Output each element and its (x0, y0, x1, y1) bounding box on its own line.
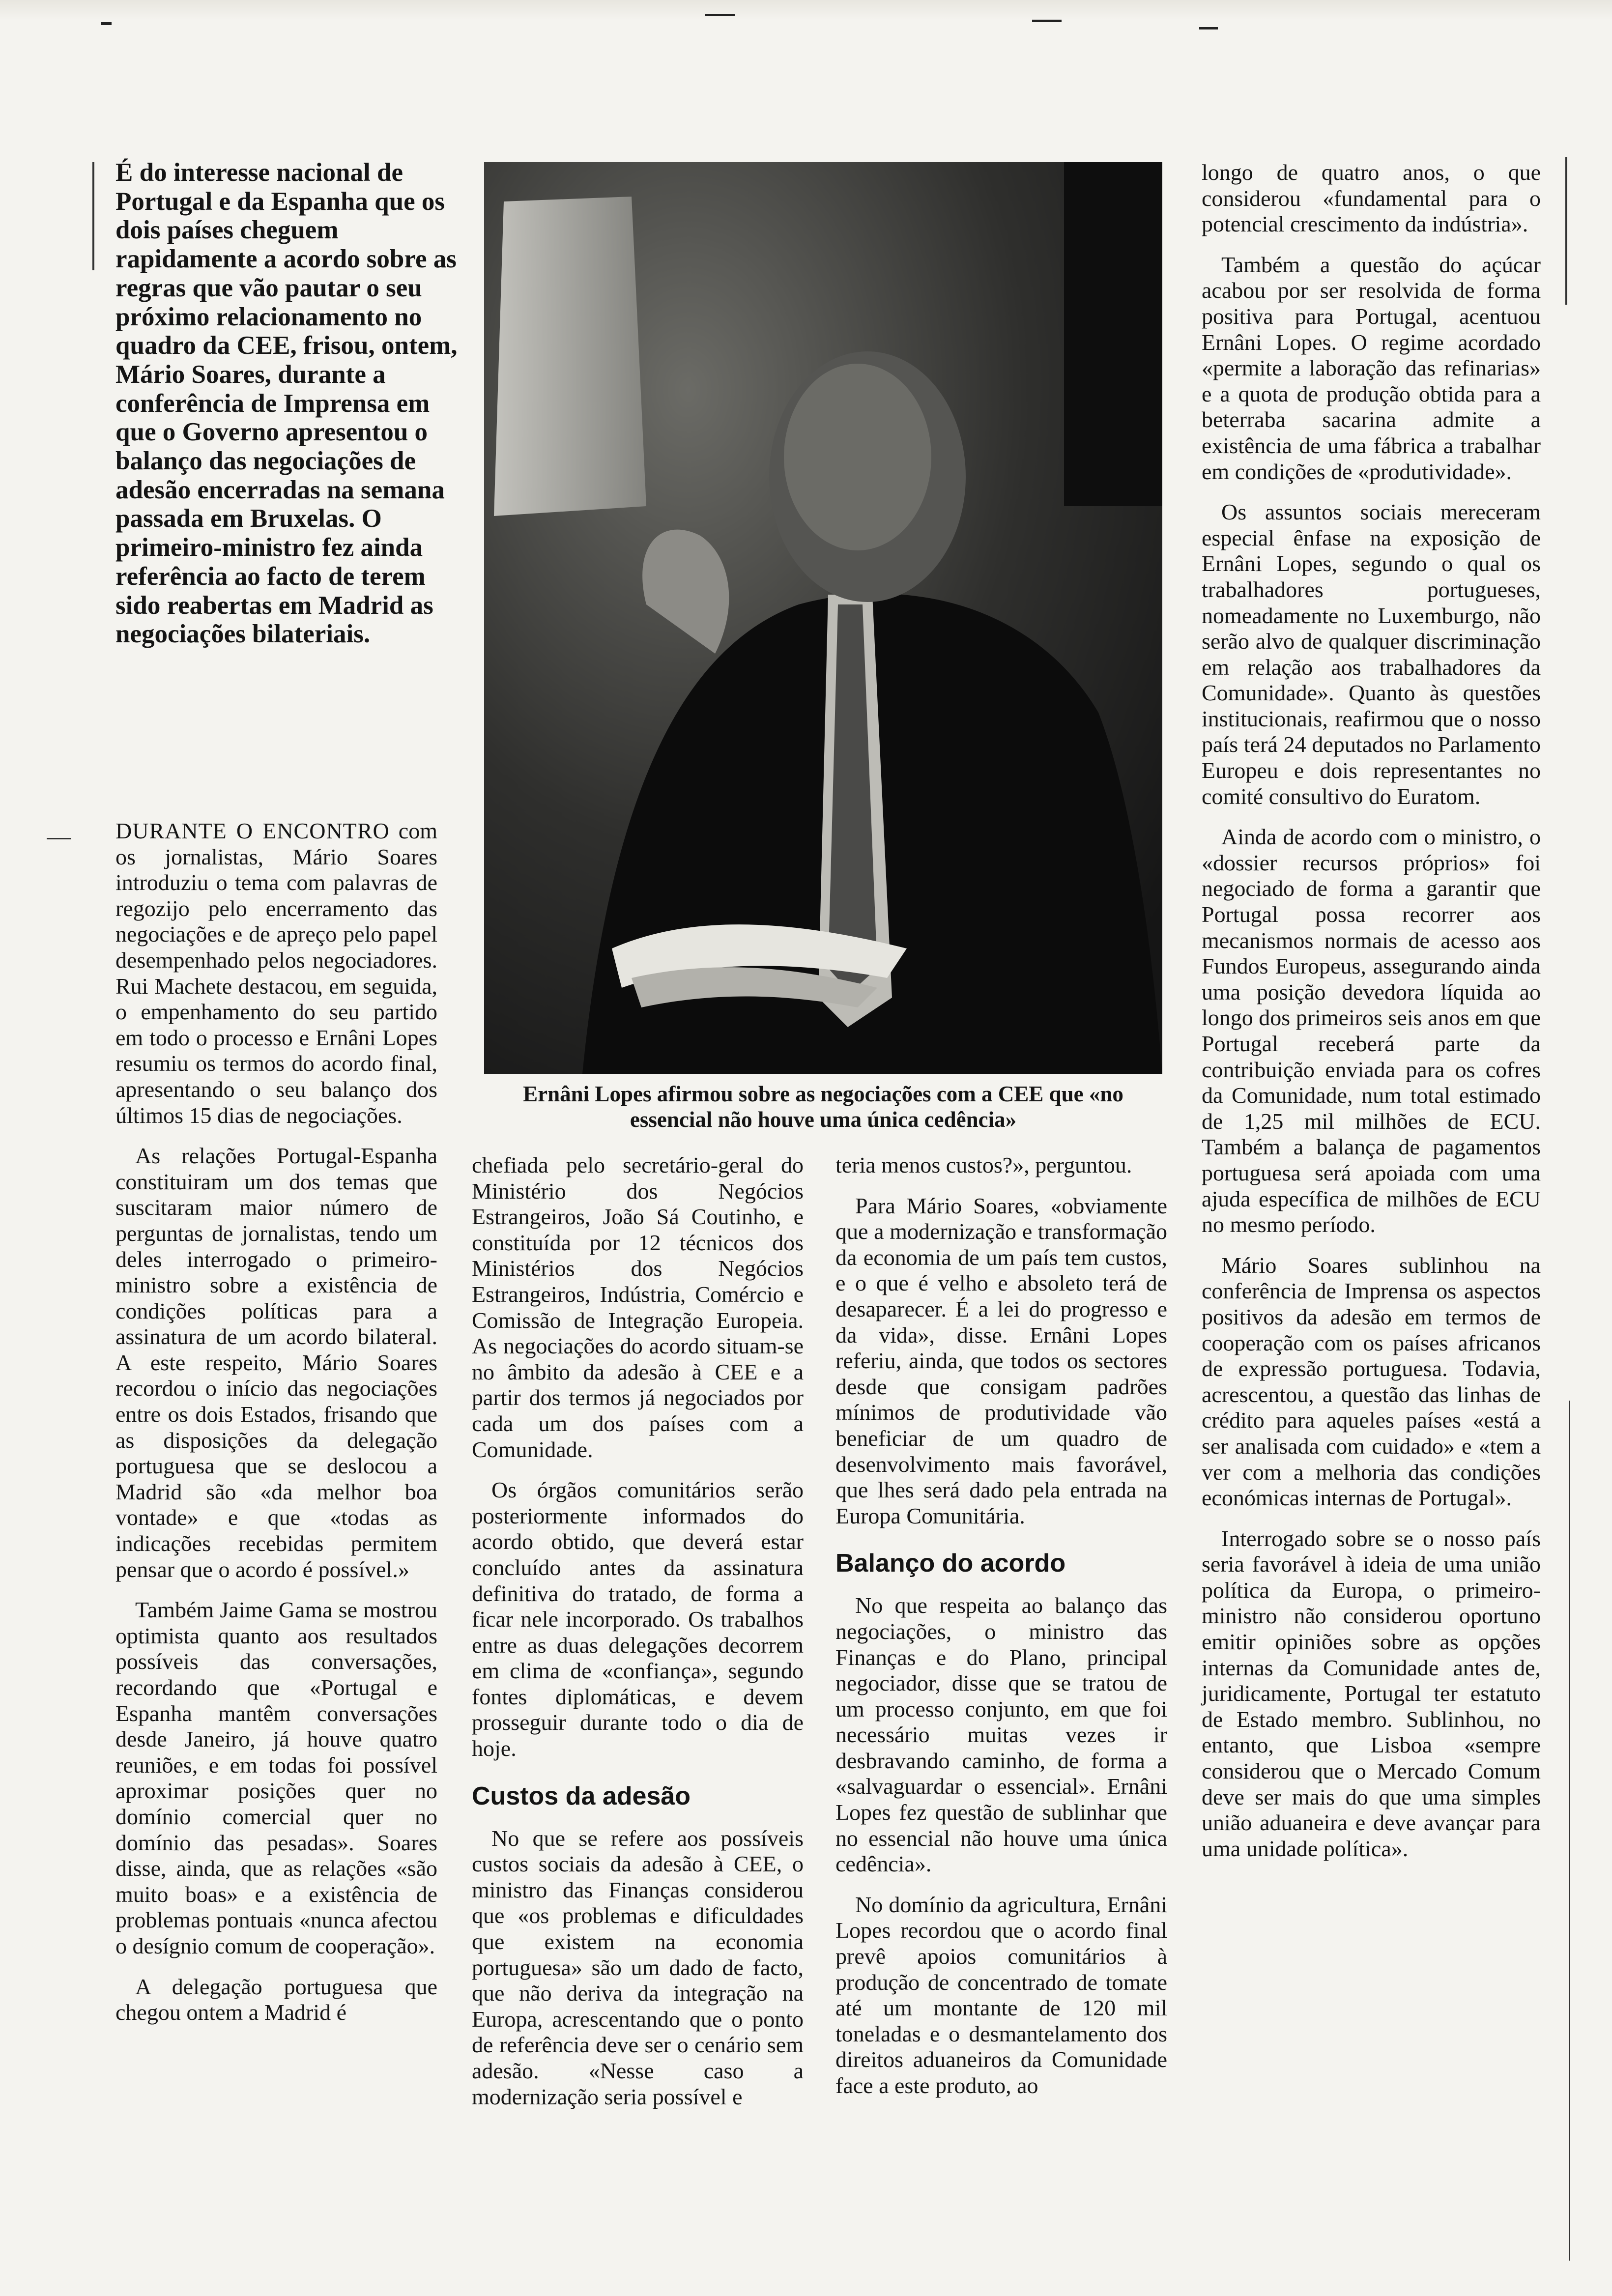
left-margin-tick (47, 838, 71, 839)
scan-mark (1032, 20, 1062, 22)
paragraph: Os assuntos sociais mereceram especial ênfase na exposição de Ernâni Lopes, segundo o qual os trabalhadores portugueses, nomeadamente no Luxemburgo, não serão alvo de qualquer discriminação em relação aos trabalhadores da Comunidade». Quanto às questões institucionais, reafirmou que o nosso país terá 24 deputados no Parlamento Europeu e dois representantes no comité consultivo do Euratom. (1202, 499, 1541, 809)
paragraph: Também a questão do açúcar acabou por ser resolvida de forma positiva para Portugal, acentuou Ernâni Lopes. O regime acordado «permite a laboração das refinarias» e a quota de produção obtida para a beterraba sacarina admite a existência de uma fábrica a trabalhar em condições de «produtividade». (1202, 252, 1541, 484)
paragraph: Mário Soares sublinhou na conferência de Imprensa os aspectos positivos da adesão em termos de cooperação com os países africanos de expressão portuguesa. Todavia, acrescentou, a questão das linhas de crédito para aqueles países «está a ser analisada com cuidado» e «tem a ver com a melhoria das condições económicas internas de Portugal». (1202, 1252, 1541, 1511)
paragraph: Interrogado sobre se o nosso país seria favorável à ideia de uma união política da Europa, o primeiro-ministro não considerou oportuno emitir opiniões sobre as opções internas da Comunidade antes de, juridicamente, Portugal ter estatuto de Estado membro. Sublinhou, no entanto, que Lisboa «sempre considerou que o Mercado Comum deve ser mais do que uma simples união aduaneira e deve avançar para uma unidade política». (1202, 1525, 1541, 1861)
scan-top-edge (0, 0, 1612, 20)
right-margin-bracket (1565, 157, 1567, 305)
section-heading: Balanço do acordo (835, 1549, 1066, 1578)
paragraph: teria menos custos?», perguntou. (835, 1152, 1132, 1177)
paragraph: Os órgãos comunitários serão posteriormente informados do acordo obtido, que deverá estar concluído antes da assinatura definitiva do tratado, de forma a ficar nele incorporado. Os trabalhos entre as duas delegações decorrem em clima de «confiança», segundo fontes diplomáticas, e devem prosseguir durante todo o dia de hoje. (472, 1477, 804, 1761)
right-margin-bracket (1569, 1401, 1570, 2261)
paragraph (115, 818, 437, 1128)
news-photo (484, 162, 1162, 1074)
left-margin-bracket (92, 162, 94, 270)
scan-mark (1199, 27, 1218, 29)
paragraph-lead-caps: DURANTE O ENCONTRO (115, 818, 390, 843)
scan-mark (101, 22, 112, 25)
scan-mark (705, 14, 735, 16)
column-1 (115, 818, 437, 2040)
lead-paragraph: É do interesse nacional de Portugal e da Espanha que os dois países cheguem rapidamente a acordo sobre as regras que vão pautar o seu próximo relacionamento no quadro da CEE, frisou, ontem, Mário Soares, durante a conferência de Imprensa em que o Governo apresentou o balanço das negociações de adesão encerradas na semana passada em Bruxelas. O primeiro-ministro fez ainda referência ao facto de terem sido reabertas em Madrid as negociações bilateriais. (115, 158, 458, 649)
column-2 (472, 1152, 804, 2124)
section-heading: Custos da adesão (472, 1781, 691, 1810)
paragraph: Para Mário Soares, «obviamente que a modernização e transformação da economia de um país tem custos, e o que é velho e absoleto terá de desaparecer. É a lei do progresso e da vida», disse. Ernâni Lopes referiu, ainda, que todos os sectores desde que consigam padrões mínimos de produtividade vão beneficiar de um quadro de desenvolvimento mais favorável, que lhes será dado pela entrada na Europa Comunitária. (835, 1193, 1167, 1528)
paragraph-text: com os jornalistas, Mário Soares introduziu o tema com palavras de regozijo pelo encerramento das negociações e de apreço pelo papel desempenhado pelos negociadores. Rui Machete destacou, em seguida, o empenhamento do seu partido em todo o processo e Ernâni Lopes resumiu os termos do acordo final, apresentando o seu balanço dos últimos 15 dias de negociações. (115, 818, 437, 1128)
photo-caption: Ernâni Lopes afirmou sobre as negociações com a CEE que «no essencial não houve uma única cedência» (523, 1082, 1123, 1132)
paragraph: Ainda de acordo com o ministro, o «dossier recursos próprios» foi negociado de forma a garantir que Portugal possa recorrer aos mecanismos normais de acesso aos Fundos Europeus, assegurando ainda uma posição devedora líquida ao longo dos primeiros seis anos em que Portugal receberá parte da contribuição enviada para os cofres da Comunidade, num total estimado de 1,25 mil milhões de ECU. Também a balança de pagamentos portuguesa será apoiada com uma ajuda específica de milhões de ECU no mesmo período. (1202, 824, 1541, 1237)
paragraph: No que se refere aos possíveis custos sociais da adesão à CEE, o ministro das Finanças considerou que «os problemas e dificuldades que existem na economia portuguesa» são um dado de facto, que não deriva da integração na Europa, acrescentando que o ponto de referência deve ser o cenário sem adesão. «Nesse caso a modernização seria possível e (472, 1825, 804, 2109)
column-3 (835, 1152, 1167, 2114)
paragraph: As relações Portugal-Espanha constituiram um dos temas que suscitaram maior número de perguntas de jornalistas, tendo um deles interrogado o primeiro-ministro sobre a existência de condições políticas para a assinatura de um acordo bilateral. A este respeito, Mário Soares recordou o início das negociações entre os dois Estados, frisando que as disposições da delegação portuguesa que se deslocou a Madrid são «da melhor boa vontade» e que «todas as indicações recebidas permitem pensar que o acordo é possível.» (115, 1143, 437, 1582)
column-4 (1202, 160, 1541, 1876)
paragraph: longo de quatro anos, o que considerou «fundamental para o potencial crescimento da indústria». (1202, 160, 1541, 237)
paragraph: A delegação portuguesa que chegou ontem a Madrid é (115, 1974, 437, 2025)
paragraph: Também Jaime Gama se mostrou optimista quanto aos resultados possíveis das conversações, recordando que «Portugal e Espanha mantêm conversações desde Janeiro, já houve quatro reuniões, e em todas foi possível aproximar posições quer no domínio comercial quer no domínio das pesadas». Soares disse, ainda, que as relações «são muito boas» e a existência de problemas pontuais «nunca afectou o desígnio comum de cooperação». (115, 1597, 437, 1958)
paragraph: No que respeita ao balanço das negociações, o ministro das Finanças e do Plano, principal negociador, disse que se tratou de um processo conjunto, em que foi necessário muitas vezes ir desbravando caminho, de forma a «salvaguardar o essencial». Ernâni Lopes fez questão de sublinhar que no essencial não houve uma única cedência». (835, 1593, 1167, 1877)
paragraph: No domínio da agricultura, Ernâni Lopes recordou que o acordo final prevê apoios comunitários à produção de concentrado de tomate até um montante de 120 mil toneladas e o desmantelamento dos direitos aduaneiros da Comunidade face a este produto, ao (835, 1892, 1167, 2098)
paragraph: chefiada pelo secretário-geral do Ministério dos Negócios Estrangeiros, João Sá Coutinho, e constituída por 12 técnicos dos Ministérios dos Negócios Estrangeiros, Indústria, Comércio e Comissão de Integração Europeia. As negociações do acordo situam-se no âmbito da adesão à CEE e a partir dos termos já negociados por cada um dos países com a Comunidade. (472, 1152, 804, 1462)
